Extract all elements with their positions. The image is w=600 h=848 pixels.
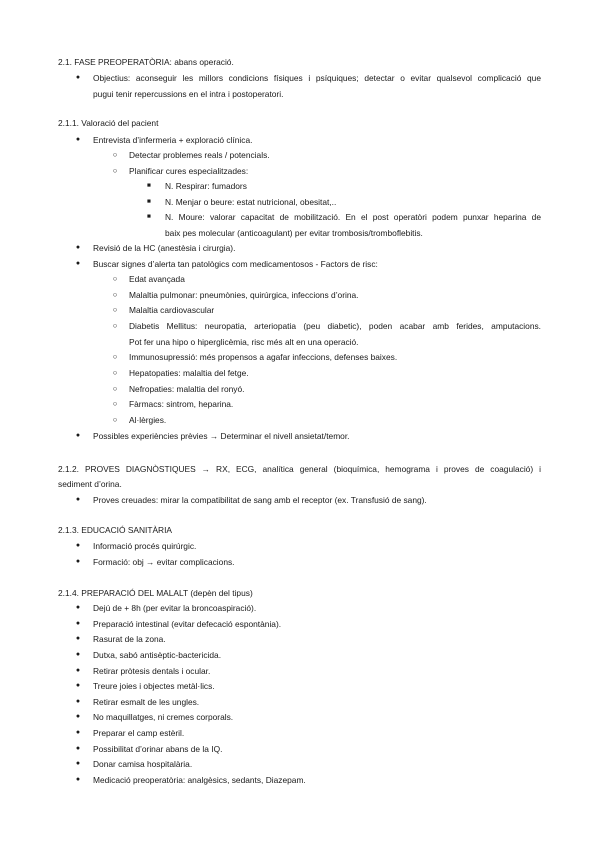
section-heading-2-1-1: 2.1.1. Valoració del pacient bbox=[58, 118, 159, 128]
bullet-icon: ● bbox=[75, 74, 81, 81]
bullet-icon: ● bbox=[75, 682, 81, 689]
list-item: Al·lèrgies. bbox=[129, 415, 167, 425]
section-heading-2-1-3: 2.1.3. EDUCACIÓ SANITÀRIA bbox=[58, 525, 173, 535]
list-item: Formació: obj → evitar complicacions. bbox=[93, 557, 235, 567]
list-item: Treure joies i objectes metàl·lics. bbox=[93, 681, 215, 691]
section-heading-2-1: 2.1. FASE PREOPERATÒRIA: abans operació. bbox=[58, 57, 234, 67]
circle-bullet-icon: ○ bbox=[112, 290, 118, 299]
list-item: N. Menjar o beure: estat nutricional, obesitat,.. bbox=[165, 197, 337, 207]
circle-bullet-icon: ○ bbox=[112, 274, 118, 283]
list-item: Planificar cures especialitzades: bbox=[129, 166, 249, 176]
list-item: Preparar el camp estèril. bbox=[93, 728, 185, 738]
bullet-icon: ● bbox=[75, 496, 81, 503]
objectives-line-2: pugui tenir repercussions en el intra i postoperatori. bbox=[93, 89, 284, 99]
circle-bullet-icon: ○ bbox=[112, 399, 118, 408]
bullet-icon: ● bbox=[75, 260, 81, 267]
list-item: Donar camisa hospitalària. bbox=[93, 759, 193, 769]
bullet-icon: ● bbox=[75, 558, 81, 565]
list-item: N. Moure: valorar capacitat de mobilització. En el post operatòri podem punxar heparina de bbox=[165, 212, 541, 222]
list-item: Dutxa, sabó antisèptic-bactericida. bbox=[93, 650, 222, 660]
bullet-icon: ● bbox=[75, 620, 81, 627]
list-item: Medicació preoperatòria: analgèsics, sedants, Diazepam. bbox=[93, 775, 306, 785]
list-item: Nefropaties: malaltia del ronyó. bbox=[129, 384, 245, 394]
bullet-icon: ● bbox=[75, 635, 81, 642]
square-bullet-icon: ■ bbox=[147, 213, 151, 220]
list-item-continuation: baix pes molecular (anticoagulant) per evitar trombosis/tromboflebitis. bbox=[165, 228, 423, 238]
list-item: Informació procés quirúrgic. bbox=[93, 541, 197, 551]
list-item: Possibles experiències prèvies → Determinar el nivell ansietat/temor. bbox=[93, 431, 350, 441]
list-item: Dejú de + 8h (per evitar la broncoaspiració). bbox=[93, 603, 257, 613]
list-item: N. Respirar: fumadors bbox=[165, 181, 247, 191]
circle-bullet-icon: ○ bbox=[112, 305, 118, 314]
bullet-icon: ● bbox=[75, 698, 81, 705]
list-item: Entrevista d’infermeria + exploració clínica. bbox=[93, 135, 253, 145]
bullet-icon: ● bbox=[75, 667, 81, 674]
circle-bullet-icon: ○ bbox=[112, 166, 118, 175]
circle-bullet-icon: ○ bbox=[112, 415, 118, 424]
section-heading-2-1-2: 2.1.2. PROVES DIAGNÒSTIQUES → RX, ECG, analítica general (bioquímica, hemograma i proves de coagulació) i bbox=[58, 464, 541, 474]
list-item: Malaltia cardiovascular bbox=[129, 305, 215, 315]
list-item: Malaltia pulmonar: pneumònies, quirúrgica, infeccions d’orina. bbox=[129, 290, 359, 300]
bullet-icon: ● bbox=[75, 136, 81, 143]
bullet-icon: ● bbox=[75, 244, 81, 251]
list-item: Buscar signes d’alerta tan patològics com medicamentosos - Factors de risc: bbox=[93, 259, 378, 269]
list-item: Edat avançada bbox=[129, 274, 185, 284]
list-item-continuation: Pot fer una hipo o hiperglicèmia, risc més alt en una operació. bbox=[129, 337, 359, 347]
section-heading-2-1-4: 2.1.4. PREPARACIÓ DEL MALALT (depèn del tipus) bbox=[58, 588, 253, 598]
list-item: Retirar esmalt de les ungles. bbox=[93, 697, 200, 707]
square-bullet-icon: ■ bbox=[147, 182, 151, 189]
objectives-line-1: Objectius: aconseguir les millors condicions físiques i psíquiques; detectar o evitar qualsevol complicació que bbox=[93, 73, 541, 83]
list-item: Fàrmacs: sintrom, heparina. bbox=[129, 399, 234, 409]
circle-bullet-icon: ○ bbox=[112, 384, 118, 393]
bullet-icon: ● bbox=[75, 432, 81, 439]
list-item: Immunosupressió: més propensos a agafar infeccions, defenses baixes. bbox=[129, 352, 398, 362]
bullet-icon: ● bbox=[75, 776, 81, 783]
list-item: Possibilitat d’orinar abans de la IQ. bbox=[93, 744, 223, 754]
square-bullet-icon: ■ bbox=[147, 198, 151, 205]
list-item: Retirar pròtesis dentals i ocular. bbox=[93, 666, 211, 676]
bullet-icon: ● bbox=[75, 713, 81, 720]
bullet-icon: ● bbox=[75, 651, 81, 658]
list-item: Detectar problemes reals / potencials. bbox=[129, 150, 270, 160]
bullet-icon: ● bbox=[75, 542, 81, 549]
circle-bullet-icon: ○ bbox=[112, 150, 118, 159]
list-item: Hepatopaties: malaltia del fetge. bbox=[129, 368, 249, 378]
circle-bullet-icon: ○ bbox=[112, 368, 118, 377]
list-item: Revisió de la HC (anestèsia i cirurgia). bbox=[93, 243, 236, 253]
bullet-icon: ● bbox=[75, 729, 81, 736]
list-item: Diabetis Mellitus: neuropatia, arteriopatia (peu diabetic), poden acabar amb ferides, amputacions. bbox=[129, 321, 541, 331]
circle-bullet-icon: ○ bbox=[112, 321, 118, 330]
list-item: Preparació intestinal (evitar defecació espontània). bbox=[93, 619, 282, 629]
bullet-icon: ● bbox=[75, 760, 81, 767]
bullet-icon: ● bbox=[75, 745, 81, 752]
list-item: No maquillatges, ni cremes corporals. bbox=[93, 712, 234, 722]
list-item: Rasurat de la zona. bbox=[93, 634, 166, 644]
bullet-icon: ● bbox=[75, 604, 81, 611]
section-heading-2-1-2-continuation: sediment d’orina. bbox=[58, 479, 122, 489]
list-item: Proves creuades: mirar la compatibilitat de sang amb el receptor (ex. Transfusió de sang). bbox=[93, 495, 427, 505]
circle-bullet-icon: ○ bbox=[112, 352, 118, 361]
